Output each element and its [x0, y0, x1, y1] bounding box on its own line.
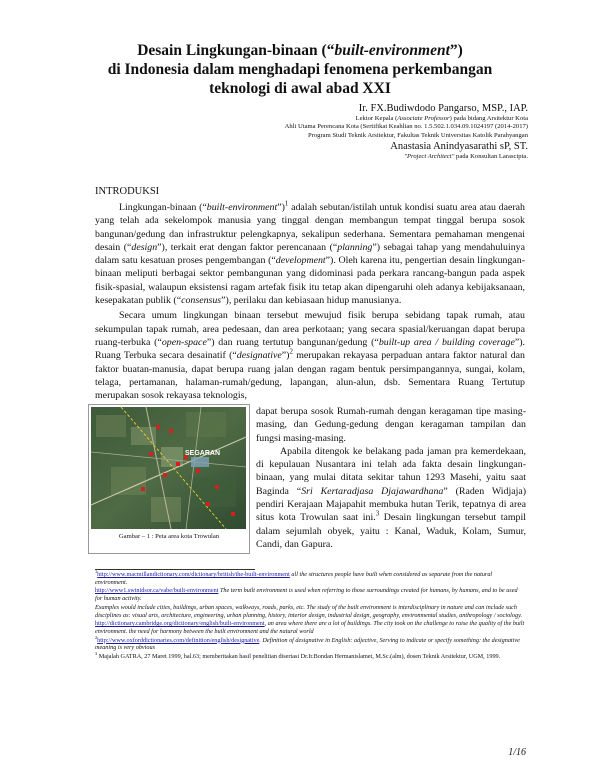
map-label: SEGARAN: [185, 450, 221, 457]
footnote-divider: [95, 569, 255, 570]
author-1-affiliation-1: Lektor Kepala (Associate Professor) pada bidang Arsitektur Kota: [355, 115, 528, 122]
page-number: 1/16: [508, 747, 526, 758]
footnote-1b-link[interactable]: http://www1.swinidsor.ca/vabe/built-environment: [95, 587, 219, 595]
author-1-affiliation-3: Program Studi Teknik Arsitektur, Fakultas Teknik Universitas Katolik Parahyangan: [308, 131, 528, 139]
paragraph-3: dapat berupa sosok Rumah-rumah dengan keragaman tipe masing-masing, dan Gedung-gedung dengan keragaman tampilan dan fungsi masing-masing.: [256, 406, 526, 444]
author-block: [148, 102, 528, 161]
author-2-name: Anastasia Anindyasarathi sP, ST.: [390, 140, 528, 152]
footnote-2-link[interactable]: http://www.oxforddictionaries.com/definition/english/designative: [97, 636, 260, 644]
author-1-affiliation-2: Ahli Utama Perencana Kota (Sertifikat Keahlian no. 1.5.502.1.034.09.1024197 (2014-2017): [284, 123, 528, 131]
paragraph-4: Apabila ditengok ke belakang pada jaman pra kemerdekaan, di kepulauan Nusantara ini telah ada fakta desain lingkungan-binaan, yang mulai ditata sekitar tahun 1293 Masehi, yaitu saat Baginda “Sri Kertaradjasa Djajawardhana” (Raden Widjaja) pendiri Kerajaan Majapahit membuka hutan Terik, tepatnya di area situs kota Trowulan saat ini.$^3$ Desain lingkungan tersebut tampil dalam sejumlah obyek, yaitu : Kanal, Waduk, Kolam, Sumur, Candi, dan Gapura.: [256, 445, 526, 550]
footnote-3: $^3$ Majalah GATRA, 27 Maret 1999, hal.63; memberitakan hasil penelitian disertasi Dr.Ir.Bondan Hermanislamet, M.Sc.(alm), dosen Teknik Arsitektur, UGM, 1999.: [95, 650, 501, 661]
map-image: [91, 407, 246, 529]
footnote-1: $^1$http://www.macmillandictionary.com/dictionary/british/the-built-environment all the structures people have built when considered as separate from the natural environment.: [95, 568, 493, 586]
footnote-1d: http://dictionary.cambridge.org/dictionary/english/built-environment, an area where there are a lot of buildings. The city took on the challenge to raise the quality of the built environment. the need for harmony between the built environment and the natural world: [95, 620, 525, 635]
paragraph-2: Secara umum lingkungan binaan tersebut mewujud fisik berupa sebidang tapak rumah, atau sekumpulan tapak rumah, area pedesaan, dan area perkotaan; yang secara spasial/keruangan dapat berupa ruang-terbuka (“open-space”) dan ruang tertutup bangunan/gedung (“built-up area / building coverage”). Ruang Terbuka secara desainatif (“designative”)$^2$ merupakan rekayasa perpaduan antara faktor natural dan faktor buatan-manusia, dapat berupa ruang jalan dengan ragam bentuk persimpangannya, sungai, kolam, telaga, pertamanan, halaman-rumah/gedung, lapangan, alun-alun, dsb. Sementara Ruang Tertutup merupakan sosok rekayasa teknologis,: [95, 310, 525, 402]
figure-caption: Gambar – 1 : Peta area kota Trowulan: [118, 533, 220, 540]
figure-map: [88, 404, 250, 554]
author-2-affiliation: "Project Architect" pada Konsultan Larascipta.: [404, 152, 528, 160]
footnote-1b: http://www1.swinidsor.ca/vabe/built-environment The term built environment is used when referring to those surroundings created for humans, by humans, and to be used for human activity.: [95, 587, 518, 603]
paragraph-1: Lingkungan-binaan (“built-environment”)$^1$ adalah sebutan/istilah untuk kondisi suatu area atau daerah yang telah ada sekelompok manusia yang tinggal dengan membangun tempat tinggal berupa sosok bangunan/gedung dan infrastruktur pelengkapnya, sekalipun sederhana. Sementara pemahaman mengenai desain (“design”), terkait erat dengan faktor perencanaan (“planning”) sebagai tahap yang mendahuluinya dalam satu kesatuan proses pengembangan (“development”). Oleh karena itu, pengertian desain lingkungan-binaan meliputi berbagai sektor pembangunan yang didominasi pada perkara rancang-bangun pada aspek fisik-spasial, walaupun eksistensi ragam artefak fisik itu tetap akan dipengaruhi oleh adanya kebijaksanaan, kesepakatan publik (“consensus”), perilaku dan kebiasaan hidup manusianya.: [95, 200, 525, 307]
section-heading: INTRODUKSI: [95, 186, 160, 197]
paper-title: [60, 41, 540, 98]
footnotes: [95, 568, 525, 662]
footnote-2: $^2$http://www.oxforddictionaries.com/definition/english/designative. Definition of designative in English: adjective, Serving to indicate or specify something: the designative meaning is very obvious: [95, 634, 520, 652]
title-line-1: Desain Lingkungan-binaan (“built-environment”): [137, 42, 463, 59]
footnote-1-link[interactable]: http://www.macmillandictionary.com/dictionary/british/the-built-environment: [97, 571, 290, 578]
footnote-1c: Examples would include cities, buildings, urban spaces, walkways, roads, parks, etc. The study of the built environment is interdisciplinary in nature and can include such disciplines as: visual arts, architecture, engineering, urban planning, history, interior design, industrial design, geography, environmental studies, anthropology / sociology.: [95, 603, 523, 619]
body-text-wide: [95, 201, 525, 402]
author-1-name: Ir. FX.Budiwdodo Pangarso, MSP., IAP.: [358, 103, 528, 114]
title-line-3: teknologi di awal abad XXI: [209, 80, 391, 97]
title-line-2: di Indonesia dalam menghadapi fenomena perkembangan: [107, 61, 493, 78]
body-text-narrow: [256, 405, 526, 551]
footnote-1d-link[interactable]: http://dictionary.cambridge.org/dictionary/english/built-environment: [95, 620, 265, 628]
